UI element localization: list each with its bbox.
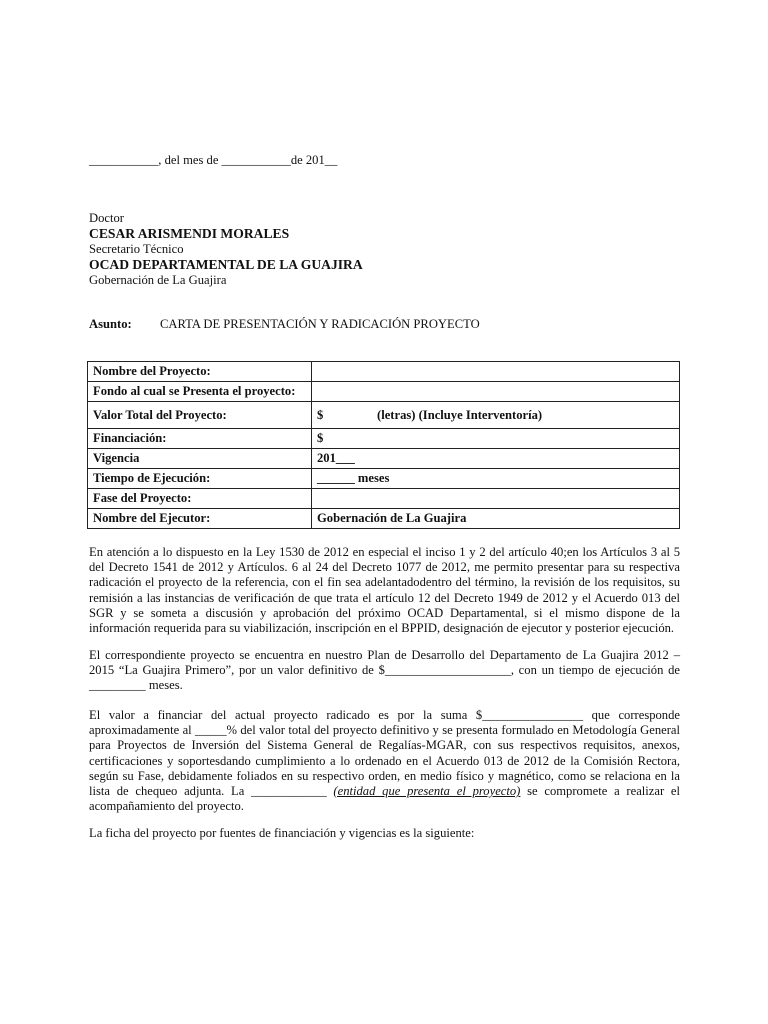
subject-line: [89, 317, 480, 332]
p2-text-a: El correspondiente proyecto se encuentra en nuestro Plan de Desarrollo del Departamento de La Guajira 2012 – 2015 “La Guajira Primero”, por un valor definitivo de $: [89, 648, 680, 678]
p3-text-b: que corresponde aproximadamente al: [89, 708, 680, 738]
row-value: [312, 402, 680, 429]
entity-placeholder: (entidad que presenta el proyecto): [333, 784, 521, 799]
project-table: [87, 361, 680, 529]
months-blank: _________: [89, 678, 146, 693]
entity-blank: ____________: [251, 784, 327, 799]
row-label: Financiación:: [88, 429, 312, 449]
p3-text-c: % del valor total del proyecto definitivo y se presenta formulado en Metodología General para Proyectos de Inversión del Sistema General de Regalías-MGAR, con sus respectivos requisitos, anexos, certificaciones y soportesdando cumplimiento a lo ordenado en el Acuerdo 013 de 2012 de la Comisión Rectora, según su Fase, debidamente foliados en su respectivo orden, en medio físico y magnético, como se relaciona en la lista de chequeo adjunta. La: [89, 723, 681, 799]
row-value: [312, 362, 680, 382]
row-label: Fondo al cual se Presenta el proyecto:: [88, 382, 312, 402]
row-value: [312, 382, 680, 402]
year-blank: __: [324, 153, 338, 167]
paragraph-legal-basis: En atención a lo dispuesto en la Ley 1530 de 2012 en especial el inciso 1 y 2 del artículo 40;en los Artículos 3 al 5 del Decreto 1541 de 2012 y Artículos. 6 al 24 del Decreto 1077 de 2012, me permito presentar para su respectiva radicación el proyecto de la referencia, con el fin sea adelantadodentro del término, la revisión de los requisitos, su remisión a las instancias de verificación de que trata el artículo 12 del Decreto 1949 de 2012 y el Acuerdo 013 del SGR y se someta a discusión y aprobación del próximo OCAD Departamental, si el mismo dispone de la información requerida para su viabilización, inscripción en el BPPID, designación de ejecutor y posterior ejecución.: [89, 545, 680, 636]
table-row: [88, 402, 680, 429]
row-label: Nombre del Ejecutor:: [88, 509, 312, 529]
value-in-words: (letras) (Incluye Interventoría): [377, 407, 543, 422]
date-line: [89, 153, 337, 168]
table-row: [88, 449, 680, 469]
row-label: Nombre del Proyecto:: [88, 362, 312, 382]
row-label: Valor Total del Proyecto:: [88, 402, 312, 429]
table-row: [88, 489, 680, 509]
year-prefix: de 201: [290, 153, 325, 167]
row-value: [312, 489, 680, 509]
subject-label: Asunto:: [89, 317, 132, 331]
salutation: Doctor: [89, 211, 124, 225]
paragraph-fiche-intro: La ficha del proyecto por fuentes de financiación y vigencias es la siguiente:: [89, 826, 475, 840]
row-label: Tiempo de Ejecución:: [88, 469, 312, 489]
row-value: $: [312, 429, 680, 449]
p3-text-d: se compromete a realizar el acompañamiento del proyecto.: [89, 784, 680, 814]
date-separator: , del mes de: [158, 153, 222, 167]
table-row: [88, 382, 680, 402]
p3-text-a: El valor a financiar del actual proyecto radicado es por la suma $: [89, 708, 483, 722]
table-row: [88, 429, 680, 449]
subject-text: CARTA DE PRESENTACIÓN Y RADICACIÓN PROYECTO: [160, 317, 480, 331]
currency-sign: $: [317, 407, 324, 422]
city-blank: ___________: [89, 153, 159, 167]
table-row: [88, 469, 680, 489]
p2-text-b: , con un tiempo de ejecución de: [510, 663, 680, 678]
row-value: ______ meses: [312, 469, 680, 489]
row-label: Vigencia: [88, 449, 312, 469]
amount-blank: ________________: [482, 708, 583, 722]
table-row: [88, 362, 680, 382]
paragraph-financing: [89, 708, 680, 814]
row-value: 201___: [312, 449, 680, 469]
addressee-name: CESAR ARISMENDI MORALES: [89, 226, 290, 241]
addressee-sub-org: Gobernación de La Guajira: [89, 273, 227, 287]
month-blank: ___________: [221, 153, 291, 167]
addressee-role: Secretario Técnico: [89, 242, 184, 256]
row-label: Fase del Proyecto:: [88, 489, 312, 509]
percent-blank: _____: [195, 723, 227, 738]
addressee-org: OCAD DEPARTAMENTAL DE LA GUAJIRA: [89, 257, 363, 272]
table-row: [88, 509, 680, 529]
paragraph-development-plan: [89, 648, 680, 694]
row-value: Gobernación de La Guajira: [312, 509, 680, 529]
value-blank: ____________________: [384, 663, 511, 678]
p2-text-c: meses.: [145, 678, 183, 693]
